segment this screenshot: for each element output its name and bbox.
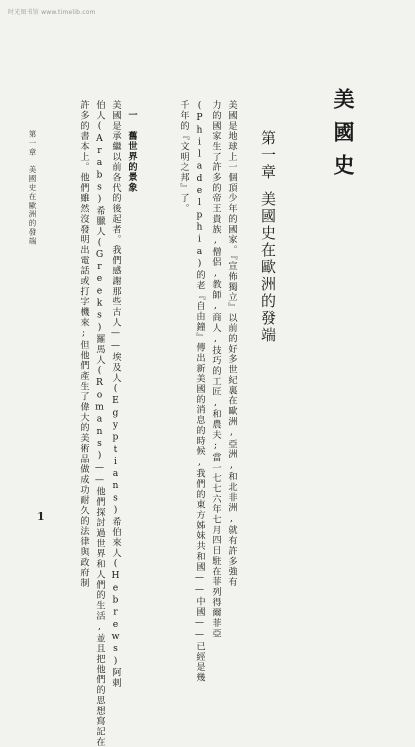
site-watermark: 时光图书馆 www.timelib.com (8, 9, 96, 16)
book-title: 美國史 (331, 88, 356, 187)
body-text-line: 伯人(Arabs)希臘人(Greeks)羅馬人(Romans)——他們探討過世界和人們的生活,並且把他們的思想寫記在 (94, 100, 105, 747)
body-text-line: (Philadelphia)的老『自由鐘』傳出新美國的消息的時候,我們的東方姊妹共和國——中國——已經是幾 (194, 100, 205, 683)
body-text-line: 千年的『文明之邦』了。 (178, 100, 189, 214)
chapter-number: 第一章 (259, 130, 277, 181)
body-text-line: 許多的書本上。他們雖然沒發明出電話或打字機來;但他們產生了偉大的美術品做成功耐久的法律與政府制 (78, 100, 89, 589)
body-text-line: 力的國家生了許多的帝王貴族,僧侶,教師,商人,技巧的工匠,和農夫;當一七七六年七月四日駐在菲列得爾菲亞 (210, 100, 221, 639)
body-text-line: 美國是地球上一個頂少年的國家。『宣佈獨立』以前的好多世紀裏在歐洲,亞洲,和北非洲,就有許多強有 (226, 100, 237, 588)
page-number: 1 (37, 510, 45, 523)
chapter-title: 美國史在歐洲的發端 (259, 191, 277, 344)
running-head: 第一章 美國史在歐洲的發端 (28, 130, 37, 246)
chapter-heading (258, 130, 279, 344)
body-text-line: 美國是承繼以前各代的後起者。我們感謝那些古人——埃及人(Egyptians)希伯來人(Hebrews)阿剌 (110, 100, 121, 689)
section-heading: 一 舊世界的景象 (126, 110, 137, 193)
